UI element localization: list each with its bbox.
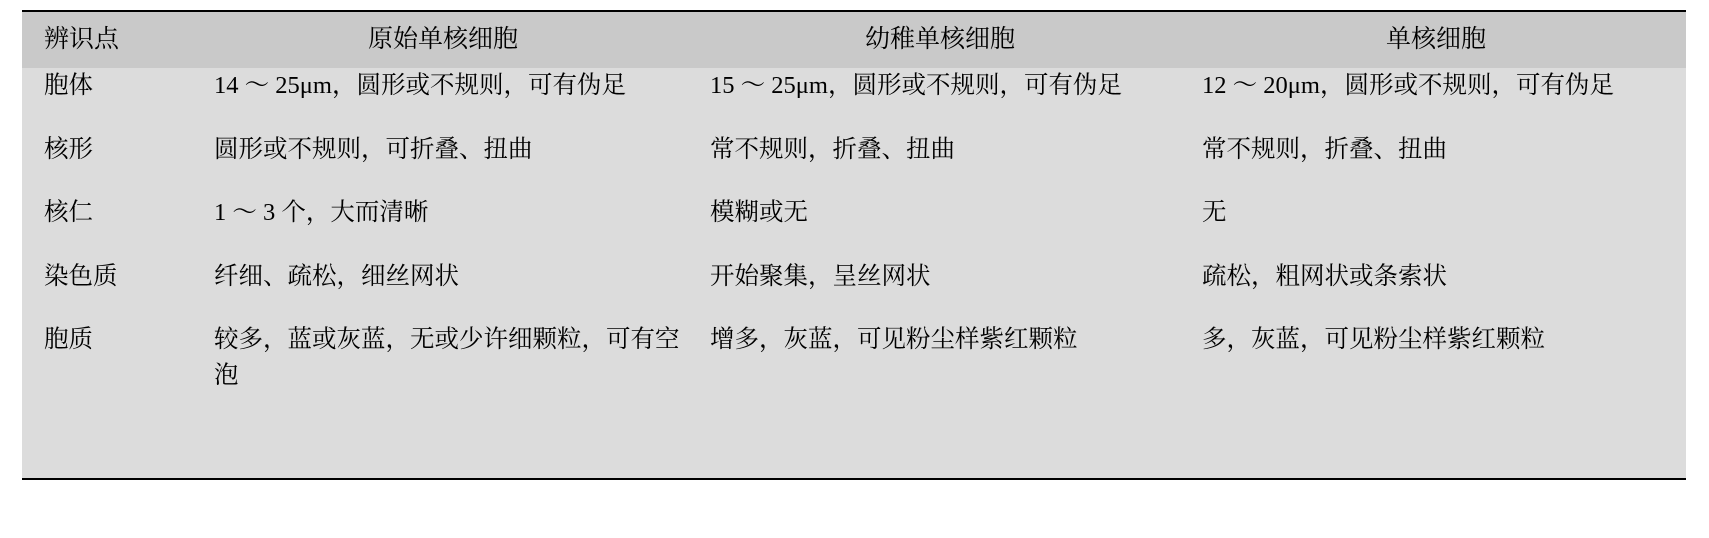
row-label: 胞体: [44, 72, 93, 99]
table-header-row: [22, 12, 1686, 68]
comparison-table: [22, 12, 1686, 478]
table-body: [22, 68, 1686, 478]
cell-value: 多，灰蓝，可见粉尘样紫红颗粒: [1202, 326, 1545, 354]
cell-value: 圆形或不规则，可折叠、扭曲: [214, 135, 533, 163]
cell-value: 常不规则，折叠、扭曲: [1202, 135, 1447, 163]
column-header-criteria: 辨识点: [44, 26, 120, 53]
row-label: 染色质: [44, 262, 118, 290]
cell-value: 开始聚集，呈丝网状: [710, 262, 931, 290]
table-row: [22, 322, 1686, 478]
row-label: 核仁: [44, 199, 93, 227]
cell-value: 模糊或无: [710, 199, 808, 227]
cell-value: 较多，蓝或灰蓝，无或少许细颗粒，可有空泡: [214, 326, 680, 389]
cell-value: 14 ～ 25μm，圆形或不规则，可有伪足: [214, 72, 626, 99]
column-header-promonocyte: 幼稚单核细胞: [864, 26, 1015, 53]
cell-value: 1 ～ 3 个，大而清晰: [214, 199, 429, 227]
table-row: [22, 132, 1686, 196]
row-label: 胞质: [44, 326, 93, 354]
cell-value: 12 ～ 20μm，圆形或不规则，可有伪足: [1202, 72, 1614, 99]
cell-value: 常不规则，折叠、扭曲: [710, 135, 955, 163]
cell-value: 无: [1202, 199, 1227, 227]
cell-value: 纤细、疏松，细丝网状: [214, 262, 459, 290]
cell-value: 15 ～ 25μm，圆形或不规则，可有伪足: [710, 72, 1122, 99]
row-label: 核形: [44, 135, 93, 163]
column-header-monoblast: 原始单核细胞: [367, 26, 518, 53]
cell-value: 增多，灰蓝，可见粉尘样紫红颗粒: [710, 326, 1078, 354]
comparison-table-container: [22, 12, 1686, 478]
table-row: [22, 68, 1686, 132]
table-row: [22, 259, 1686, 323]
table-bottom-rule: [22, 478, 1686, 480]
table-header: [22, 12, 1686, 68]
cell-value: 疏松，粗网状或条索状: [1202, 262, 1447, 290]
column-header-monocyte: 单核细胞: [1385, 26, 1486, 53]
table-row: [22, 195, 1686, 259]
